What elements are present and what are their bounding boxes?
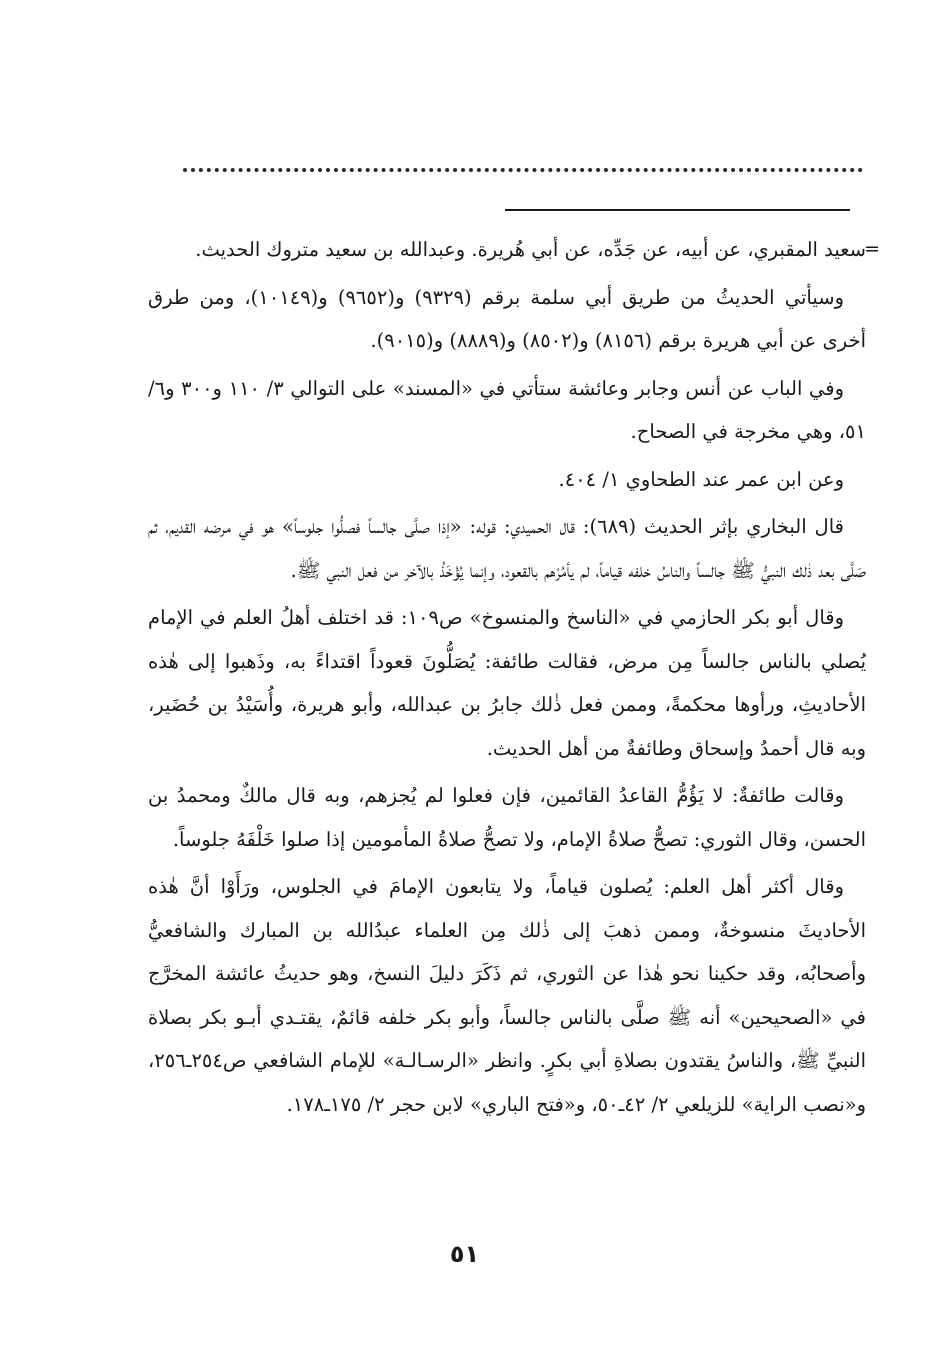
continuation-mark: =: [864, 238, 880, 260]
footnotes-block: [148, 228, 880, 1130]
footnote-paragraph-8: وقال أكثر أهل العلم: يُصلون قياماً، ولا يتابعون الإمامَ في الجلوس، ورَأَوْا أنَّ هٰذه الأحاديثَ منسوخةٌ، وممن ذهبَ إلى ذٰلك مِن العلماء عبدُالله بن المبارك والشافعيُّ وأصحابُه، وقد حكينا نحو هٰذا عن الثوري، ثم ذَكَرَ دليلَ النسخ، وهو حديثُ عائشة المخرَّج في «الصحيحين» أنه ﷺ صلَّى بالناس جالساً، وأبو بكر خلفه قائمٌ، يقتـدي أبـو بكر بصلاة النبيِّ ﷺ، والناسُ يقتدون بصلاةِ أبي بكرٍ. وانظر «الرسـالـة» للإمام الشافعي ص٢٥٤ـ٢٥٦، و«نصب الراية» للزيلعي ٢/ ٤٢ـ٥٠، و«فتح الباري» لابن حجر ٢/ ١٧٥ـ١٧٨.: [148, 875, 866, 1116]
footnote-paragraph-1: [148, 228, 880, 272]
paragraph-text: سعيد المقبري، عن أبيه، عن جَدِّه، عن أبي هُريرة. وعبدالله بن سعيد متروك الحديث.: [195, 238, 866, 261]
footnote-paragraph-2: وسيأتي الحديثُ من طريق أبي سلمة برقم (٩٣٢٩) و(٩٦٥٢) و(١٠١٤٩)، ومن طرق أخرى عن أبي هريرة برقم (٨١٥٦) و(٨٥٠٢) و(٨٨٨٩) و(٩٠١٥).: [148, 285, 866, 352]
footnote-paragraph-6: وقال أبو بكر الحازمي في «الناسخ والمنسوخ» ص١٠٩: قد اختلف أهلُ العلم في الإمام يُصلي بالناس جالساً مِن مرض، فقالت طائفة: يُصَلُّونَ قعوداً اقتداءً به، وذَهبوا إلى هٰذه الأحاديثِ، ورأوها محكمةً، وممن فعل ذٰلك جابرُ بن عبدالله، وأبو هريرة، وأُسَيْدُ بن حُضَير، وبه قال أحمدُ وإسحاق وطائفةٌ من أهل الحديث.: [148, 606, 866, 760]
footnote-paragraph-7: وقالت طائفةٌ: لا يَؤُمُّ القاعدُ القائمين، فإن فعلوا لم يُجزهم، وبه قال مالكٌ ومحمدُ بن الحسن، وقال الثوري: تصحُّ صلاةُ الإمام، ولا تصحُّ صلاةُ المأمومين إذا صلوا خَلْفَهُ جلوساً.: [148, 784, 866, 851]
footnote-rule: [505, 209, 850, 211]
footnote-paragraph-5: قال البخاري بإثر الحديث (٦٨٩): قال الحميدي: قوله: «إذا صلَّى جالساً فصلُّوا جلوساً» هو في مرضه القديم، ثم صَلَّى بعد ذٰلك النبيُّ ﷺ جالساً والناسُ خلفه قياماً، لم يأمُرْهم بالقعود، وإنما يُؤْخَذُ بالآخر من فعل النبي ﷺ.: [148, 515, 866, 582]
page-number: ٥١: [449, 1240, 480, 1268]
footnote-paragraph-4: وعن ابن عمر عند الطحاوي ١/ ٤٠٤.: [558, 467, 844, 491]
dotted-separator: [183, 168, 863, 172]
footnote-paragraph-3: وفي الباب عن أنس وجابر وعائشة ستأتي في «المسند» على التوالي ٣/ ١١٠ و٣٠٠ و٦/ ٥١، وهي مخرجة في الصحاح.: [148, 376, 866, 443]
